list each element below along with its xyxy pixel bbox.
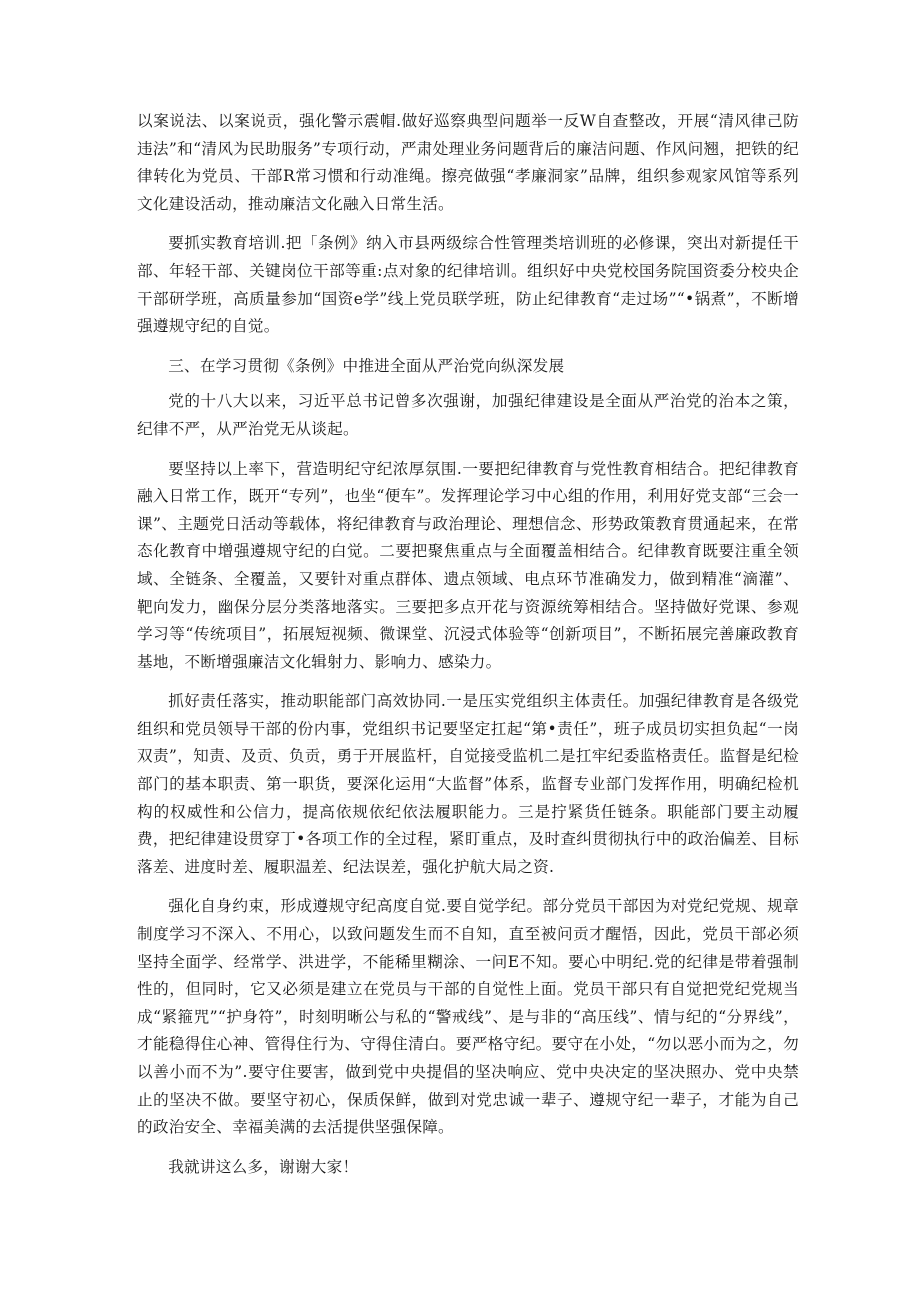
paragraph-lead-by-example: 要坚持以上率下，营造明纪守纪浓厚氛围.一要把纪律教育与党性教育相结合。把纪律教育融入日常工作，既开“专列”，也坐“便车”。发挥理论学习中心组的作用，利用好党支部“三会一课”、主题党日活动等载体，将纪律教育与政治理论、理想信念、形势政策教育贯通起来，在常态化教育中增强遵规守纪的白觉。二要把聚焦重点与全面覆盖相结合。纪律教育既要注重全领域、全链条、全覆盖，又要针对重点群体、遗点领域、电点环节准确发力，做到精准“滴灌”、靶向发力，幽保分层分类落地落实。三要把多点开花与资源统筹相结合。坚持做好党课、参观学习等“传统项目”，拓展短视频、微课堂、沉浸式体验等“创新项目”，不断拓展完善廉政教育基地，不断增强廉洁文化辑射力、影响力、感染力。 (137, 459, 799, 671)
paragraph-responsibility: 抓好责任落实，推动职能部门高效协同.一是压实党组织主体责任。加强纪律教育是各级党组织和党员领导干部的份内事，党组织书记要坚定扛起“第•责任”，班子成员切实担负起“一岗双责”，知责、及贡、负贡，勇于开展监杆，自觉接受监机二是扛牢纪委监格责任。监督是纪检部门的基本职责、第一职货，要深化运用“大监督”体系，监督专业部门发挥作用，明确纪检机构的权威性和公信力，提高依规依纪依法履职能力。三是拧紧货任链条。职能部门要主动履费，把纪律建设贯穿丁•各项工作的全过程，紧盯重点，及时查纠贯彻执行中的政治偏差、目标落差、进度时差、履职温差、纪法误差，强化护航大局之资. (137, 692, 799, 876)
section-heading-three: 三、在学习贯彻《条例》中推进全面从严治党向纵深发展 (168, 356, 565, 375)
document-body (137, 108, 799, 1193)
paragraph-eighteenth-congress: 党的十八大以来，习近平总书记曾多次强谢，加强纪律建设是全面从严治党的治本之策，纪律不严，从严治党无从谈起。 (137, 392, 799, 438)
paragraph-closing: 我就讲这么多，谢谢大家！ (168, 1157, 359, 1176)
paragraph-self-discipline: 强化自身约束，形成遵规守纪高度自觉.要自觉学纪。部分党员干部因为对党纪党规、规章制度学习不深入、不用心，以致问题发生而不自知，直至被问贡才醒悟，因此，党员干部必须坚持全面学、经常学、洪进学，不能稀里糊涂、一问E不知。要心中明纪.党的纪律是带着强制性的，但同时，它又必须是建立在党员与干部的自觉性上面。党员干部只有自觉把党纪党规当成“紧箍咒”“护身符”，时刻明晰公与私的“警戒线”、是与非的“高压线”、情与纪的“分界线”，才能稳得住心神、管得住行为、守得住清白。要严格守纪。要守在小处，“勿以恶小而为之，勿以善小而不为”.要守住要害，做到党中央提倡的坚决响应、党中央决定的坚决照办、党中央禁止的坚决不做。要坚守初心，保质保鲜，做到对党忠诚一辈子、遵规守纪一辈子，才能为自己的政治安全、幸福美满的去活提供坚强保障。 (137, 897, 799, 1137)
paragraph-continued: 以案说法、以案说贡，强化警示震帽.做好巡察典型问题举一反W自查整改，开展“清风律己防违法”和“清风为民助服务”专项行动，严肃处理业务问题背后的廉洁问题、作风问翘，把铁的纪律转化为党员、干部R常习惯和行动准绳。擦亮做强“孝廉洞家”品牌，组织参观家风馆等系列文化建设活动，推动廉洁文化融入日常生活。 (137, 112, 799, 213)
paragraph-education-training: 要抓实教育培训.把「条例》纳入市县两级综合性管理类培训班的必修课，突出对新提任干部、年轻干部、关键岗位干部等重:点对象的纪律培训。组织好中央党校国务院国资委分校央企干部研学班，高质量参加“国资e学”线上党员联学班，防止纪律教育“走过场”“•锅煮”，不断增强遵规守纪的自觉。 (137, 234, 799, 336)
